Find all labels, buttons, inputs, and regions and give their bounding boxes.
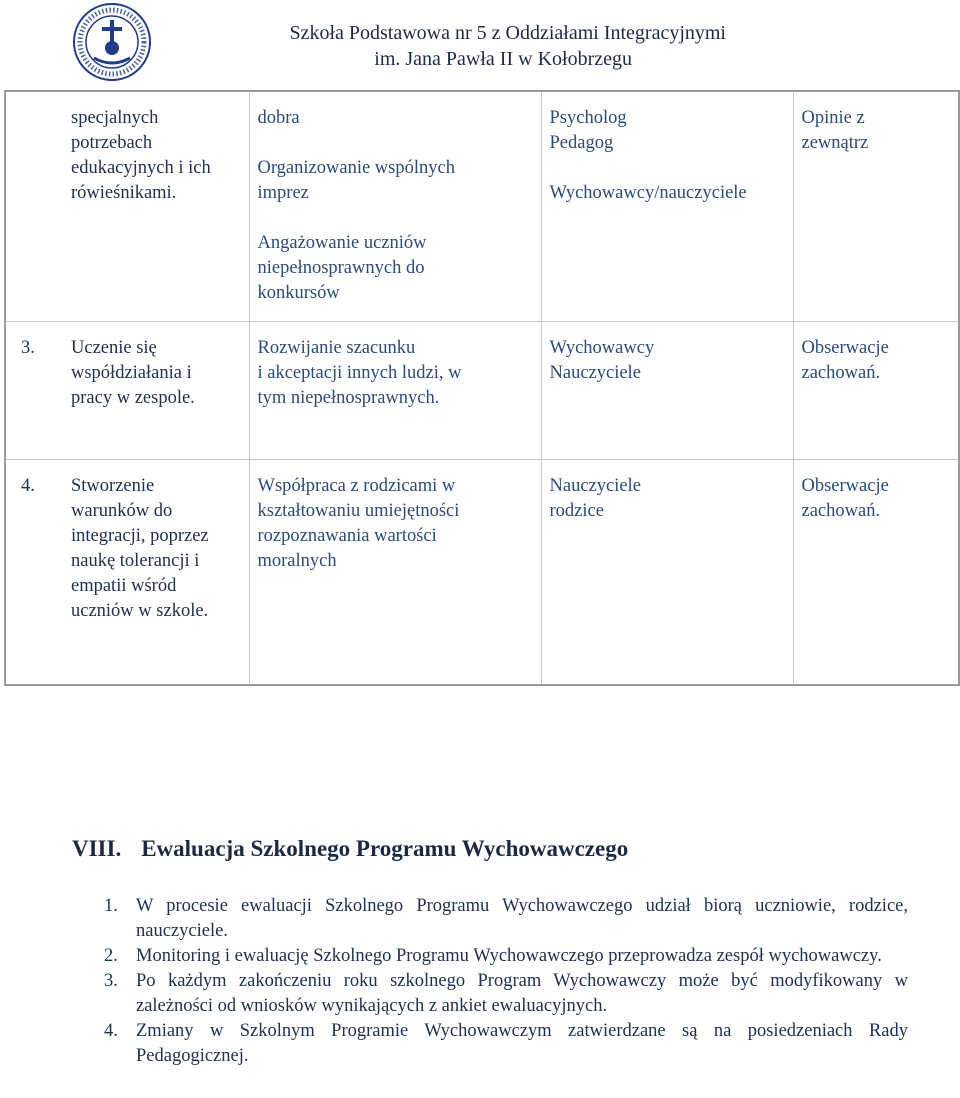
- list-item: 1. W procesie ewaluacji Szkolnego Programu Wychowawczego udział biorą uczniowie, rodzice, nauczyciele.: [104, 896, 908, 941]
- list-item: 3. Po każdym zakończeniu roku szkolnego Program Wychowawczy może być modyfikowany w zależności od wniosków wynikających z ankiet ewaluacyjnych.: [104, 971, 908, 1016]
- responsible-cell: Nauczyciele rodzice: [541, 459, 793, 685]
- page-header: [0, 0, 960, 86]
- responsible-cell: Psycholog Pedagog Wychowawcy/nauczyciele: [541, 91, 793, 321]
- program-table: [4, 90, 960, 686]
- evaluation-cell: Obserwacje zachowań.: [793, 459, 959, 685]
- school-seal-icon: [66, 2, 158, 82]
- evaluation-list: [100, 894, 908, 1069]
- evaluation-cell: Obserwacje zachowań.: [793, 321, 959, 459]
- list-item: 2. Monitoring i ewaluację Szkolnego Programu Wychowawczego przeprowadza zespół wychowawczy.: [104, 946, 882, 966]
- school-name-line2: im. Jana Pawła II w Kołobrzegu: [374, 48, 632, 70]
- table-row: [5, 91, 959, 321]
- goal-cell: 4. Stworzenie warunków do integracji, poprzez naukę tolerancji i empatii wśród uczniów w szkole.: [5, 459, 249, 685]
- tasks-cell: Współpraca z rodzicami w kształtowaniu umiejętności rozpoznawania wartości moralnych: [249, 459, 541, 685]
- section-title: Ewaluacja Szkolnego Programu Wychowawczego: [141, 836, 629, 861]
- goal-cell: 3. Uczenie się współdziałania i pracy w zespole.: [5, 321, 249, 459]
- tasks-cell: dobra Organizowanie wspólnych imprez Angażowanie uczniów niepełnosprawnych do konkursów: [249, 91, 541, 321]
- goal-cell: specjalnych potrzebach edukacyjnych i ich rówieśnikami.: [5, 91, 249, 321]
- evaluation-cell: Opinie z zewnątrz: [793, 91, 959, 321]
- list-item: 4. Zmiany w Szkolnym Programie Wychowawczym zatwierdzane są na posiedzeniach Rady Pedagogicznej.: [104, 1021, 908, 1066]
- row-number: 4.: [21, 475, 35, 496]
- tasks-cell: Rozwijanie szacunku i akceptacji innych ludzi, w tym niepełnosprawnych.: [249, 321, 541, 459]
- section-heading: [72, 836, 628, 862]
- row-number: [14, 106, 71, 206]
- table-row: [5, 459, 959, 685]
- row-number: 3.: [21, 337, 35, 358]
- section-number: VIII.: [72, 836, 122, 861]
- school-name-line1: Szkoła Podstawowa nr 5 z Oddziałami Integracyjnymi: [289, 22, 726, 44]
- table-row: [5, 321, 959, 459]
- responsible-cell: Wychowawcy Nauczyciele: [541, 321, 793, 459]
